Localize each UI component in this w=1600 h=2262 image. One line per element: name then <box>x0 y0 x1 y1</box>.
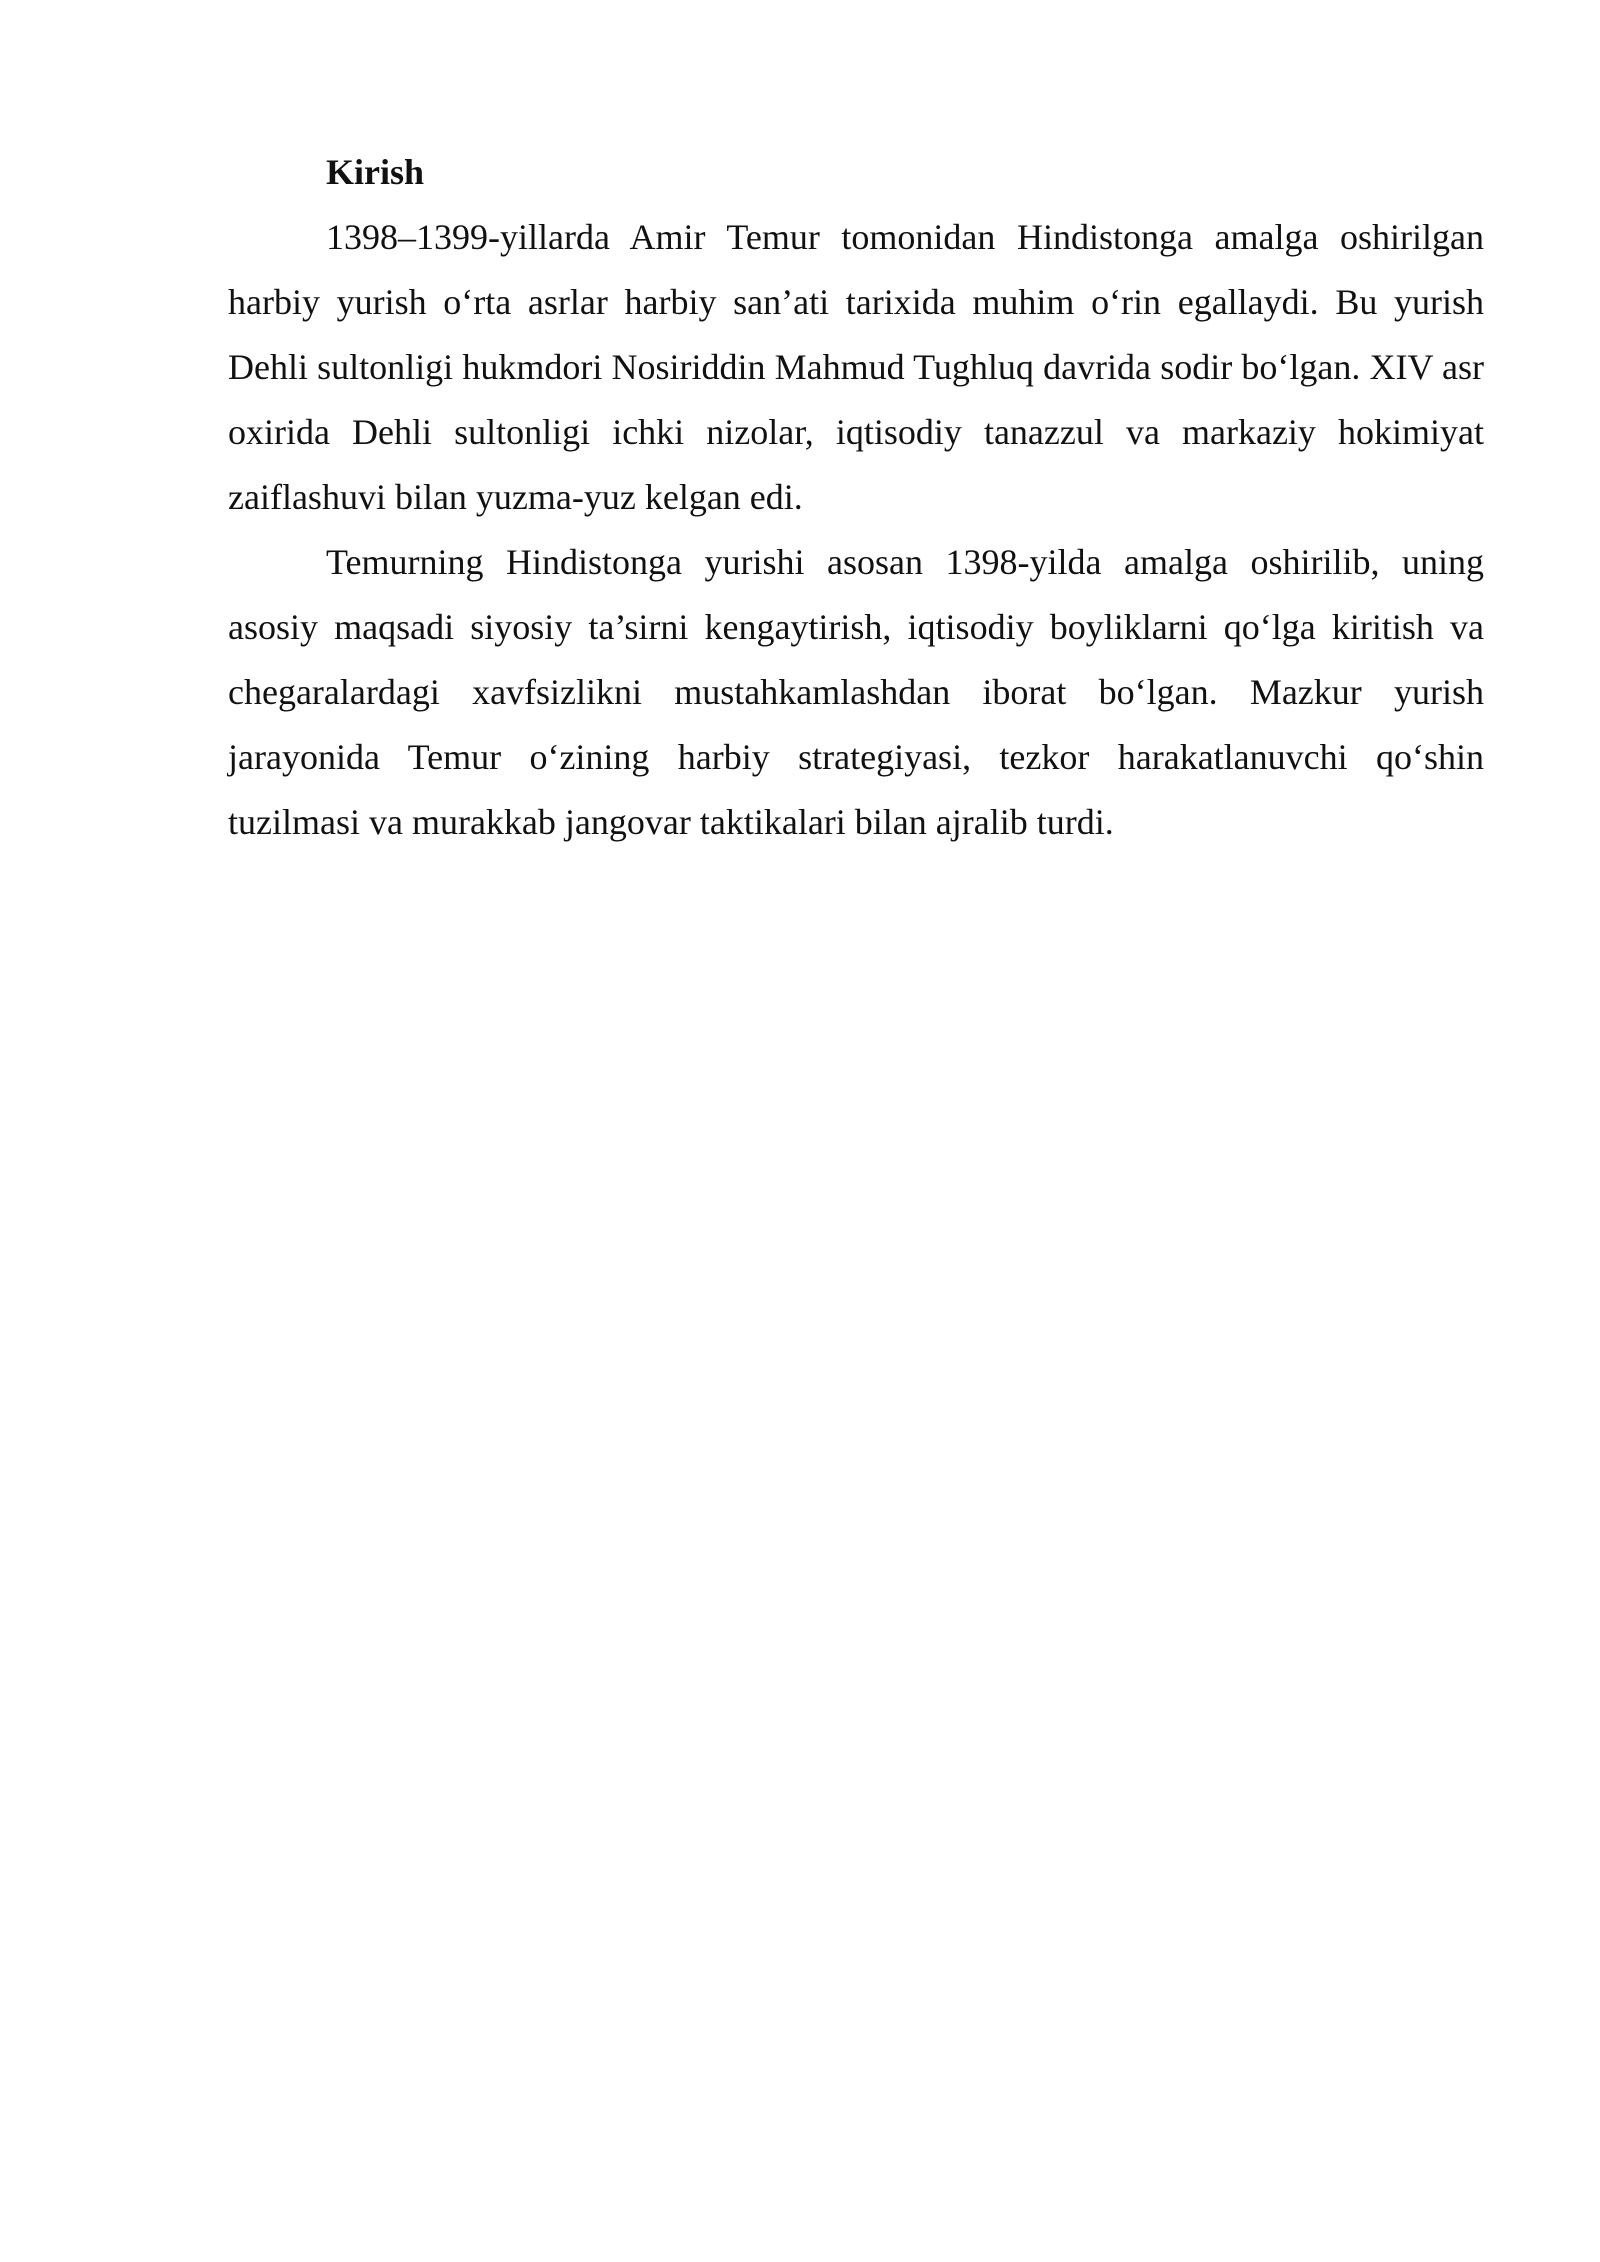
paragraph-2: Temurning Hindistonga yurishi asosan 1398-yilda amalga oshirilib, uning asosiy maqsadi siyosiy ta’sirni kengaytirish, iqtisodiy boyliklarni qo‘lga kiritish va chegaralardagi xavfsizlikni mustahkamlashdan iborat bo‘lgan. Mazkur yurish jarayonida Temur o‘zining harbiy strategiyasi, tezkor harakatlanuvchi qo‘shin tuzilmasi va murakkab jangovar taktikalari bilan ajralib turdi. <box>228 542 1484 842</box>
paragraph-1: 1398–1399-yillarda Amir Temur tomonidan Hindistonga amalga oshirilgan harbiy yurish o‘rta asrlar harbiy san’ati tarixida muhim o‘rin egallaydi. Bu yurish Dehli sultonligi hukmdori Nosiriddin Mahmud Tughluq davrida sodir bo‘lgan. XIV asr oxirida Dehli sultonligi ichki nizolar, iqtisodiy tanazzul va markaziy hokimiyat zaiflashuvi bilan yuzma-yuz kelgan edi. <box>228 217 1484 517</box>
document-body <box>228 140 1484 855</box>
section-heading: Kirish <box>326 152 425 192</box>
